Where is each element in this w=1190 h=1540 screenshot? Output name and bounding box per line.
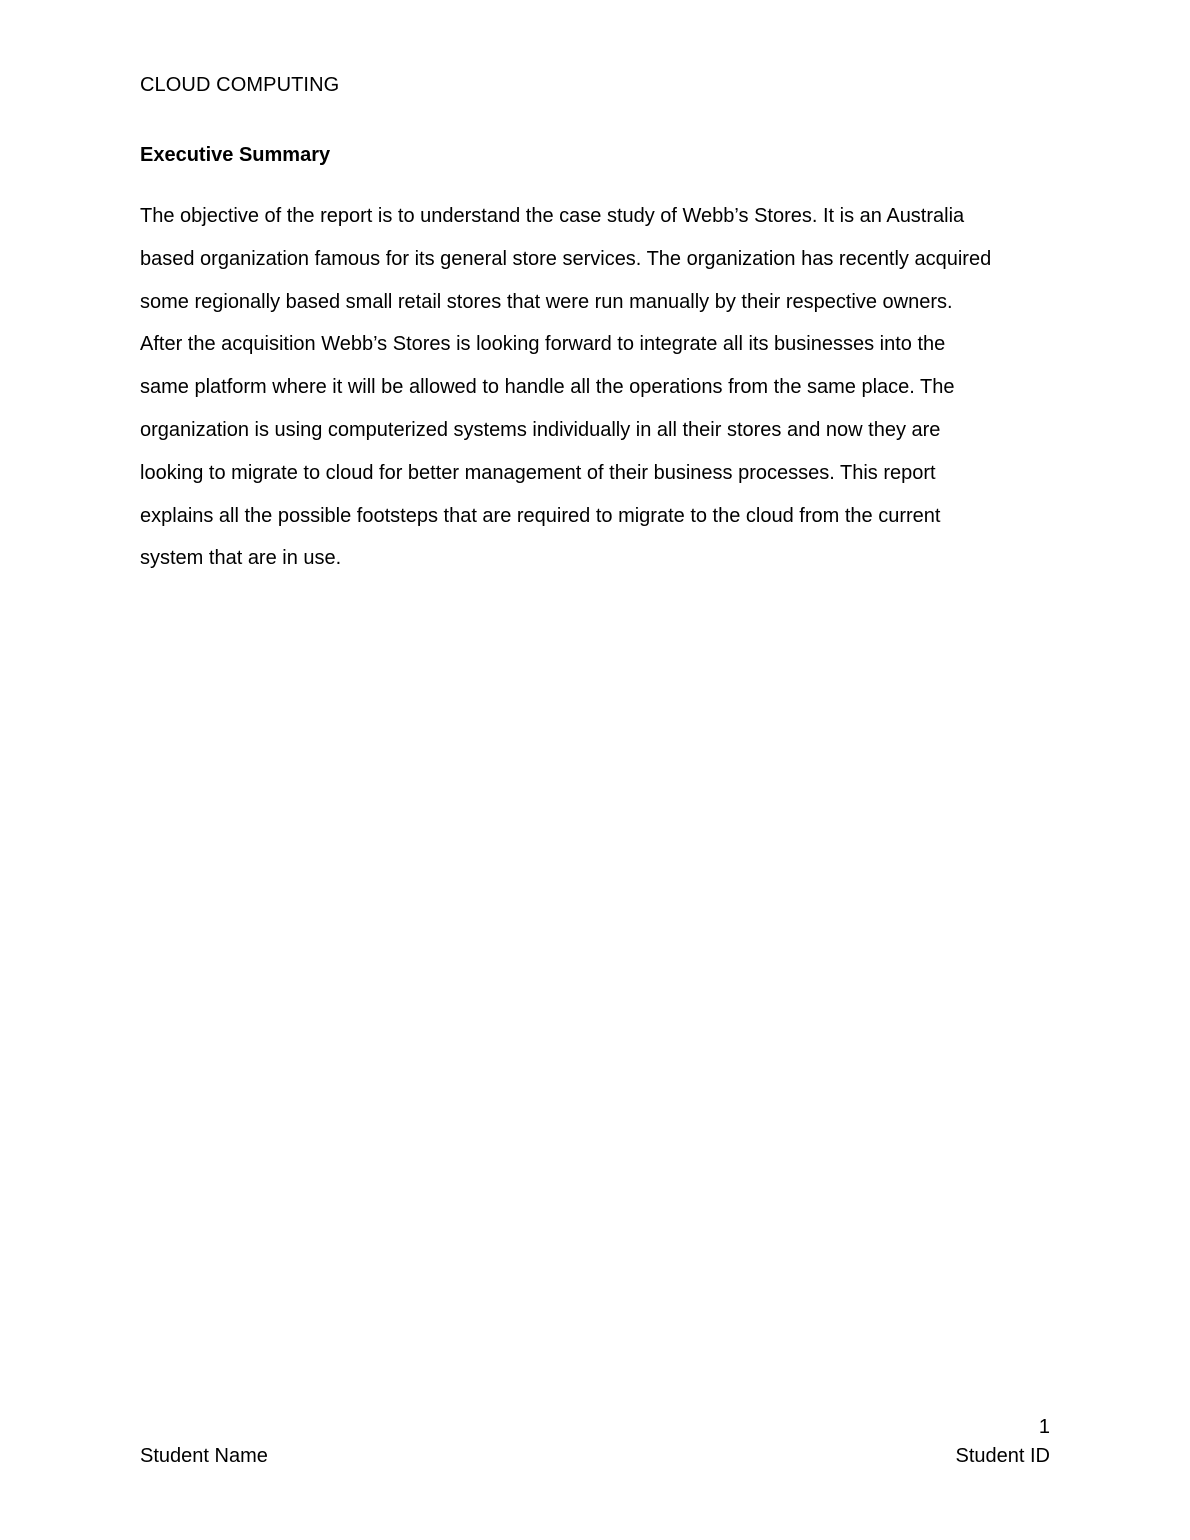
paragraph-line: After the acquisition Webb’s Stores is looking forward to integrate all its businesses into the <box>140 333 946 356</box>
running-header: CLOUD COMPUTING <box>140 74 340 96</box>
section-heading: Executive Summary <box>140 144 331 166</box>
paragraph-line: same platform where it will be allowed to handle all the operations from the same place. The <box>140 376 955 399</box>
paragraph-line: based organization famous for its general store services. The organization has recently acquired <box>140 247 992 270</box>
page-number: 1 <box>1038 1416 1050 1438</box>
footer-student-id: Student ID <box>955 1445 1050 1467</box>
paragraph-line: some regionally based small retail stores that were run manually by their respective owners. <box>140 290 953 313</box>
paragraph-line: organization is using computerized systems individually in all their stores and now they are <box>140 418 941 441</box>
paragraph-line: system that are in use. <box>140 547 342 570</box>
paragraph-line: The objective of the report is to understand the case study of Webb’s Stores. It is an Australia <box>140 205 965 227</box>
paragraph-line: explains all the possible footsteps that are required to migrate to the cloud from the current <box>140 504 941 527</box>
footer-student-name: Student Name <box>140 1445 268 1467</box>
paragraph-line: looking to migrate to cloud for better management of their business processes. This report <box>140 461 936 484</box>
summary-paragraph <box>140 195 1052 580</box>
